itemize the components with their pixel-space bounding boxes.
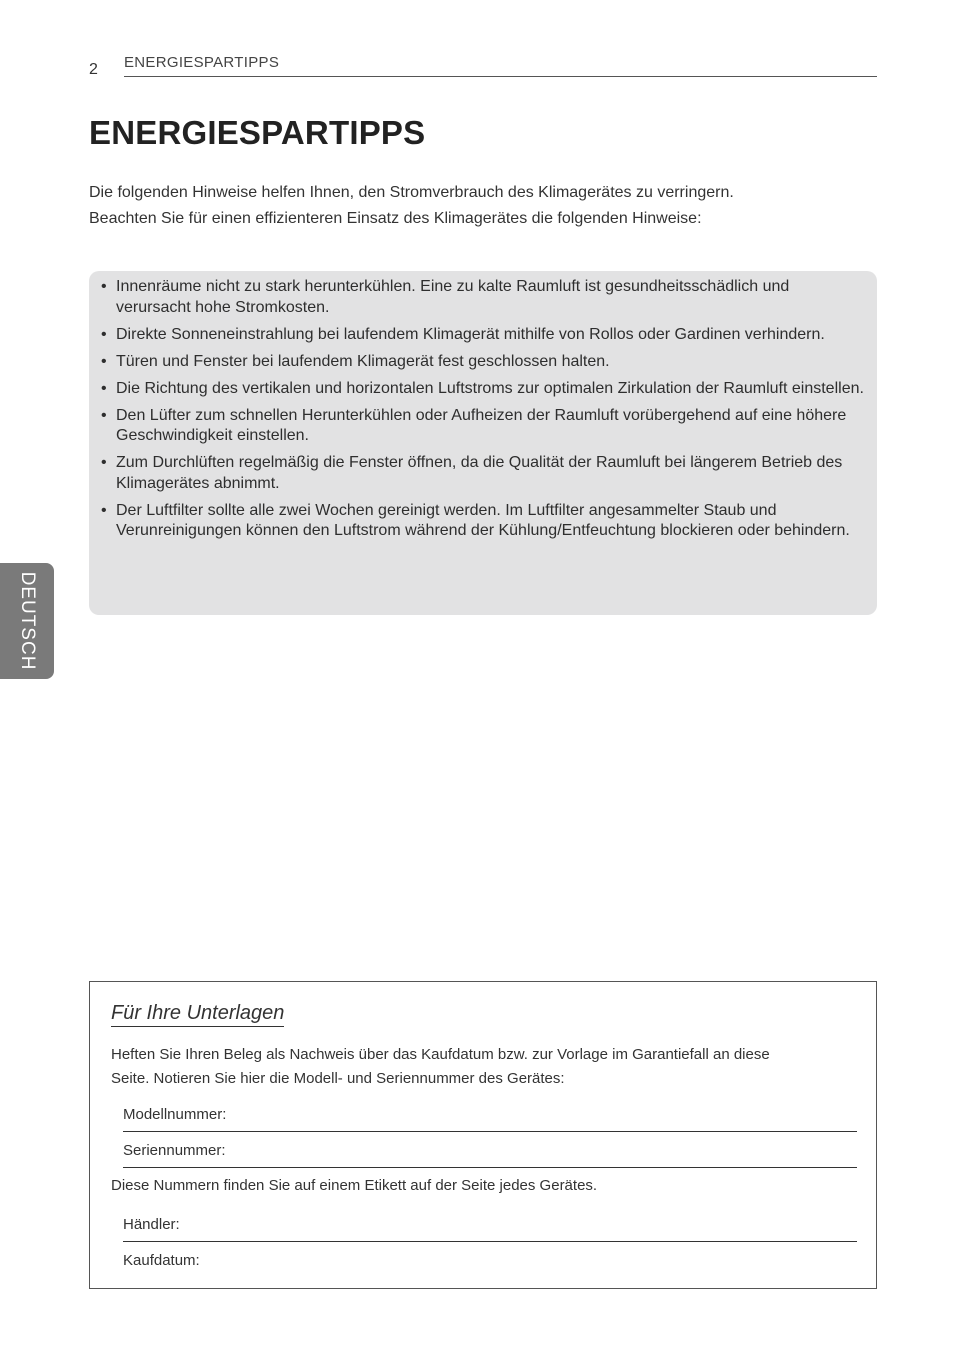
language-side-tab: [0, 563, 54, 679]
records-box: [89, 981, 877, 1289]
bullet-icon: •: [101, 352, 107, 370]
serial-number-label: Seriennummer:: [123, 1142, 226, 1159]
tip-text: Der Luftfilter sollte alle zwei Wochen gereinigt werden. Im Luftfilter angesammelter Staub und Verunreinigungen können den Luftstrom während der Kühlung/Entfeuchtung blockieren oder behindern.: [116, 501, 850, 539]
tip-text: Innenräume nicht zu stark herunterkühlen. Eine zu kalte Raumluft ist gesundheitsschädlich und verursacht hohe Stromkosten.: [116, 278, 790, 316]
intro-text: [89, 180, 879, 232]
tips-box: [89, 271, 877, 615]
intro-line: Beachten Sie für einen effizienteren Einsatz des Klimagerätes die folgenden Hinweise:: [89, 210, 702, 227]
header-rule: [124, 76, 877, 77]
side-tab-label: DEUTSCH: [17, 571, 38, 671]
bullet-icon: •: [101, 325, 107, 343]
model-number-field[interactable]: [123, 1098, 857, 1132]
records-text-line: Seite. Notieren Sie hier die Modell- und Seriennummer des Gerätes:: [111, 1070, 565, 1087]
dealer-field[interactable]: [123, 1208, 857, 1242]
tip-item: [101, 453, 865, 494]
tip-item: [101, 352, 865, 373]
bullet-icon: •: [101, 454, 107, 471]
tip-text: Die Richtung des vertikalen und horizontalen Luftstroms zur optimalen Zirkulation der Raumluft einstellen.: [116, 379, 864, 397]
tip-item: [101, 406, 865, 447]
serial-number-field[interactable]: [123, 1134, 857, 1168]
page-title: ENERGIESPARTIPPS: [89, 114, 426, 151]
tip-item: [101, 277, 865, 318]
tip-item: [101, 325, 865, 346]
bullet-icon: •: [101, 379, 107, 397]
tip-text: Türen und Fenster bei laufendem Klimagerät fest geschlossen halten.: [116, 352, 610, 370]
bullet-icon: •: [101, 501, 107, 519]
purchase-date-label: Kaufdatum:: [123, 1252, 200, 1269]
tip-text: Direkte Sonneneinstrahlung bei laufendem Klimagerät mithilfe von Rollos oder Gardinen verhindern.: [116, 325, 825, 343]
tip-item: [101, 379, 865, 400]
purchase-date-field[interactable]: [123, 1244, 857, 1278]
running-header: ENERGIESPARTIPPS: [124, 54, 280, 71]
tip-text: Zum Durchlüften regelmäßig die Fenster öffnen, da die Qualität der Raumluft bei längerem Betrieb des Klimagerätes abnimmt.: [116, 454, 843, 492]
page-number: 2: [89, 61, 98, 78]
records-text-line: Heften Sie Ihren Beleg als Nachweis über das Kaufdatum bzw. zur Vorlage im Garantiefall an diese: [111, 1046, 770, 1063]
bullet-icon: •: [101, 406, 107, 424]
bullet-icon: •: [101, 278, 107, 295]
intro-line: Die folgenden Hinweise helfen Ihnen, den Stromverbrauch des Klimagerätes zu verringern.: [89, 184, 734, 201]
tip-text: Den Lüfter zum schnellen Herunterkühlen oder Aufheizen der Raumluft vorübergehend auf eine höhere Geschwindigkeit einstellen.: [116, 406, 847, 444]
tip-item: [101, 501, 865, 542]
model-number-label: Modellnummer:: [123, 1106, 227, 1123]
records-title: Für Ihre Unterlagen: [111, 1001, 284, 1027]
records-note: Diese Nummern finden Sie auf einem Etikett auf der Seite jedes Gerätes.: [111, 1177, 598, 1194]
dealer-label: Händler:: [123, 1216, 180, 1233]
tips-list: [101, 277, 865, 542]
records-text: [111, 1043, 871, 1091]
